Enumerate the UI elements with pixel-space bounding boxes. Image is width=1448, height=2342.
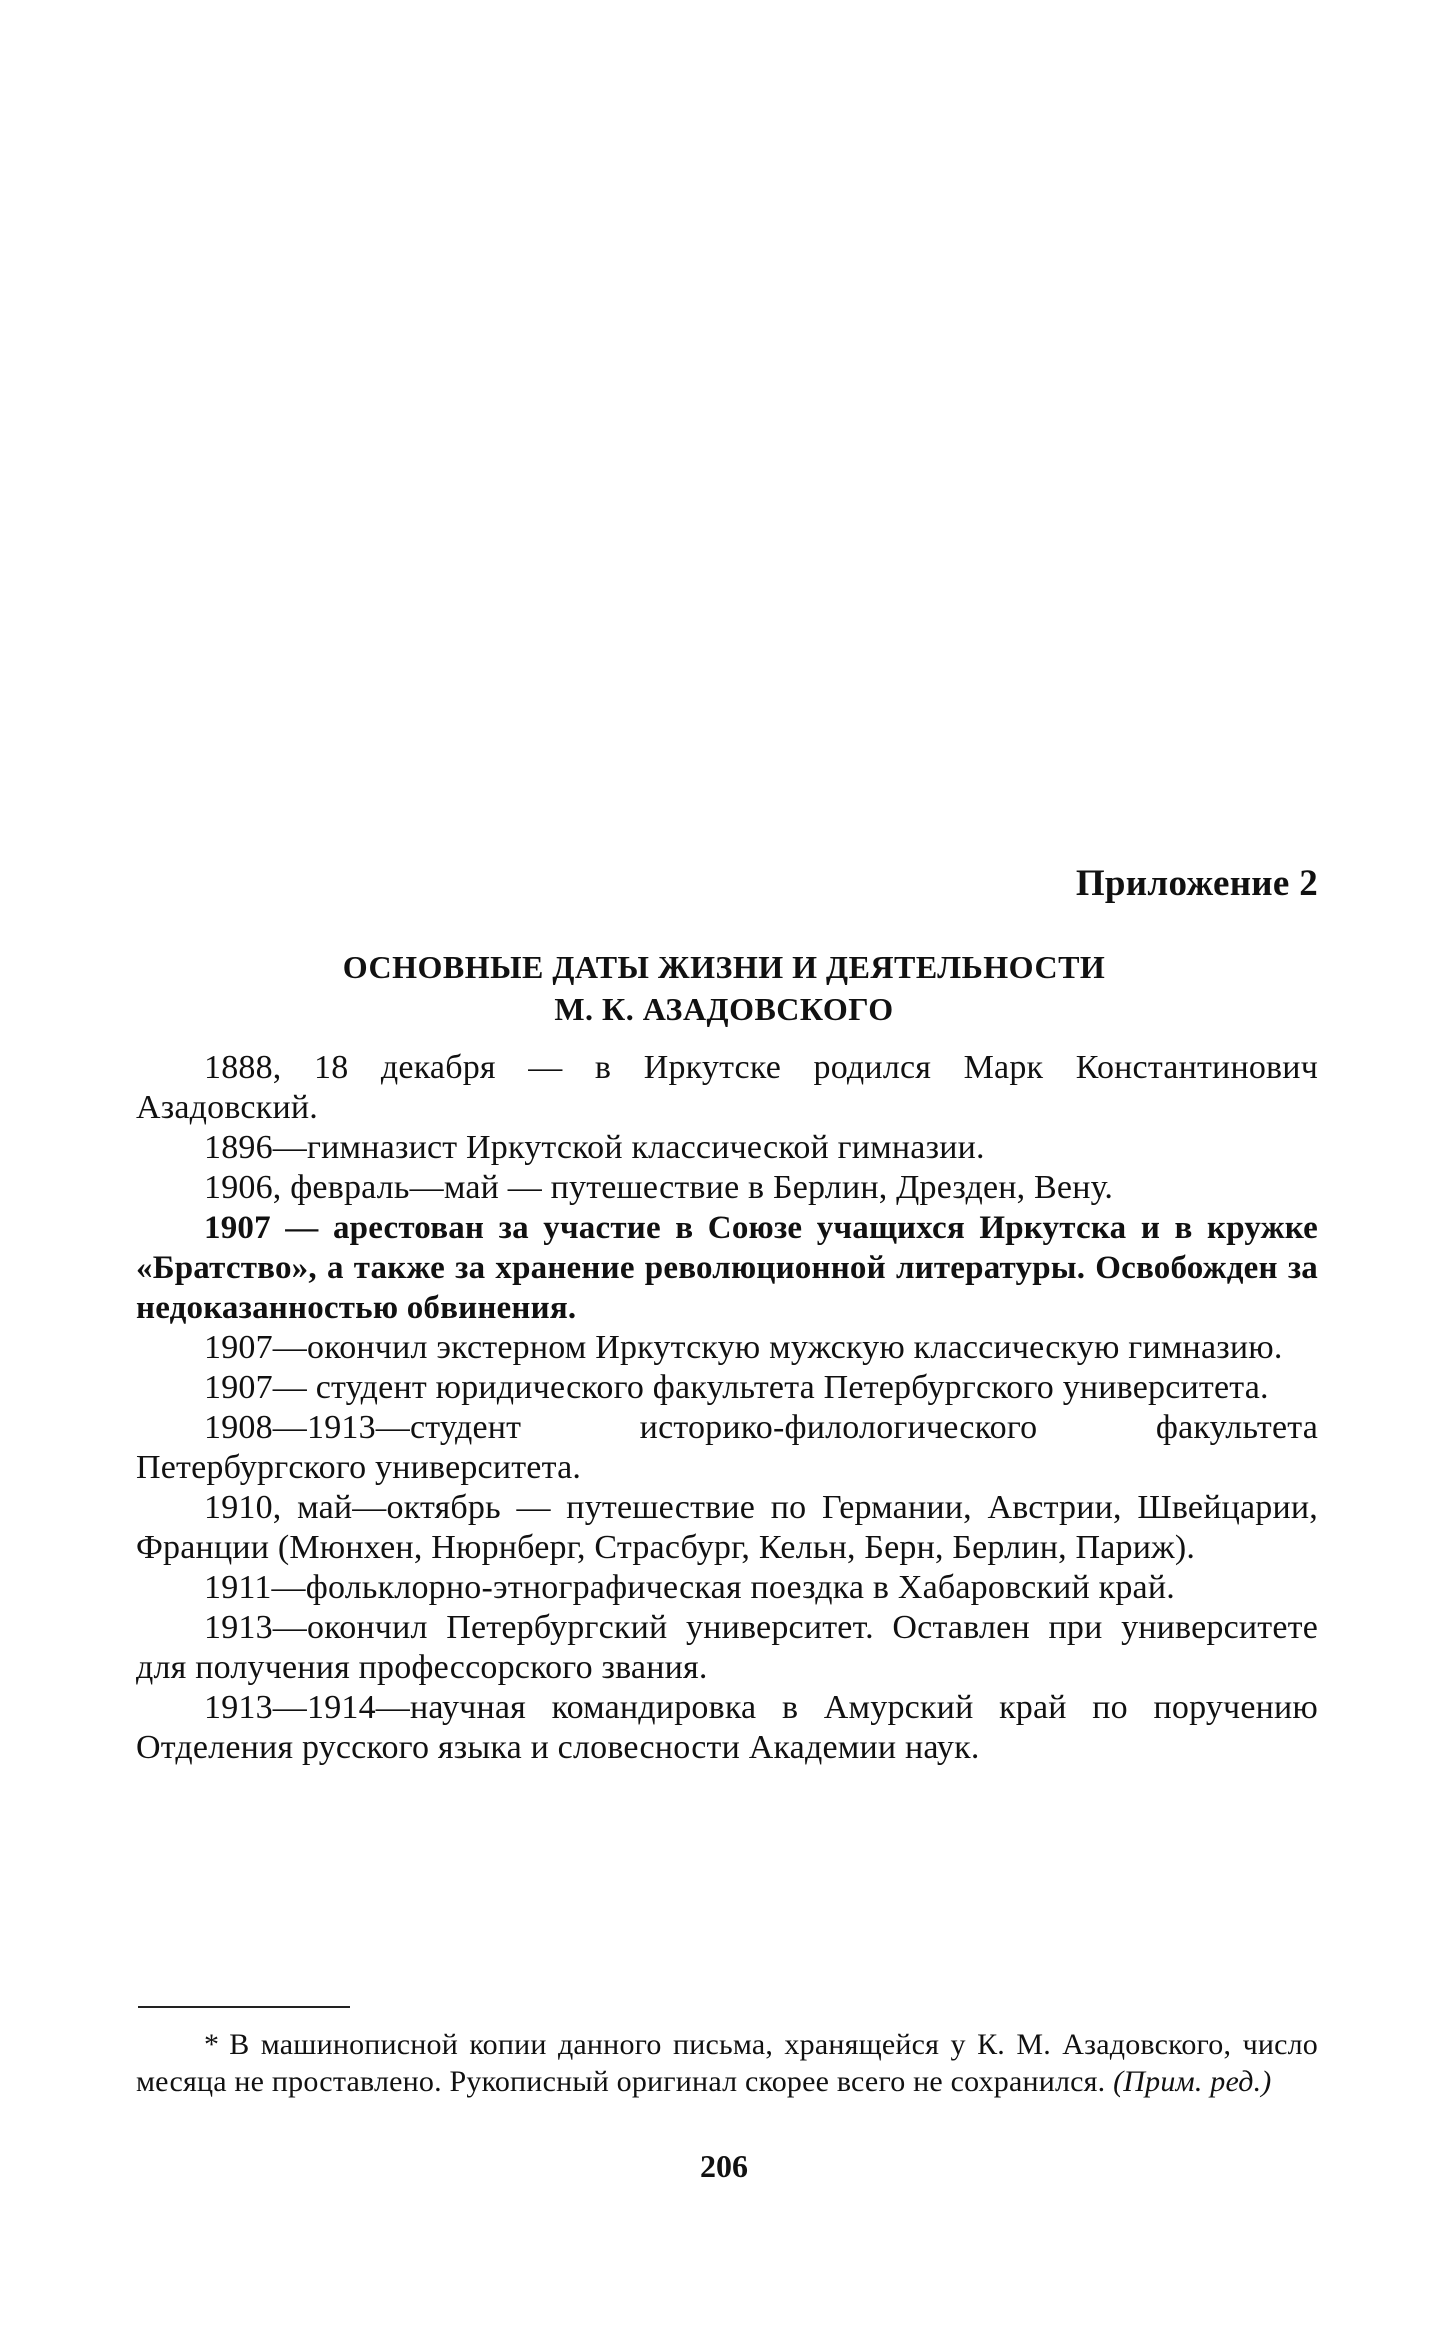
chronology-entry-1908-1913: 1908—1913—студент историко-филологического факультета Петербургского университета. [136, 1409, 1318, 1486]
footnote-divider [138, 2006, 350, 2008]
chronology-entry-1907-student: 1907— студент юридического факультета Петербургского университета. [204, 1369, 1269, 1406]
chronology-entry-1907-arrest: 1907 — арестован за участие в Союзе учащихся Иркутска и в кружке «Братство», а также за хранение революционной литературы. Освобожден за недоказанностью обвинения. [136, 1210, 1318, 1326]
chronology-entry-1907-gymnasium: 1907—окончил экстерном Иркутскую мужскую классическую гимназию. [204, 1329, 1283, 1366]
footnote-mark: * [204, 2028, 220, 2061]
chronology-entry-1896: 1896—гимназист Иркутской классической гимназии. [204, 1129, 985, 1166]
chronology-entry-1913: 1913—окончил Петербургский университет. Оставлен при университете для получения профессорского звания. [136, 1609, 1318, 1686]
footnote-text: В машинописной копии данного письма, хранящейся у К. М. Азадовского, число месяца не проставлено. Рукописный оригинал скорее всего не сохранился. [136, 2028, 1318, 2098]
title-line-2: М. К. АЗАДОВСКОГО [554, 991, 894, 1027]
chronology-entry-1913-1914: 1913—1914—научная командировка в Амурский край по поручению Отделения русского языка и словесности Академии наук. [136, 1689, 1318, 1766]
title-line-1: ОСНОВНЫЕ ДАТЫ ЖИЗНИ И ДЕЯТЕЛЬНОСТИ [342, 949, 1106, 985]
appendix-label: Приложение 2 [1075, 863, 1318, 904]
chronology-entry-1911: 1911—фольклорно-этнографическая поездка в Хабаровский край. [204, 1569, 1175, 1606]
chronology-entry-1888: 1888, 18 декабря — в Иркутске родился Марк Константинович Азадовский. [136, 1049, 1318, 1126]
page-title [0, 946, 1448, 1030]
page-number: 206 [700, 2148, 748, 2184]
chronology-entry-1906: 1906, февраль—май — путешествие в Берлин, Дрезден, Вену. [204, 1169, 1114, 1206]
chronology-list [136, 1048, 1318, 1768]
footnote-editor-note: (Прим. ред.) [1113, 2065, 1272, 2098]
footnote [136, 2026, 1318, 2100]
chronology-entry-1910: 1910, май—октябрь — путешествие по Германии, Австрии, Швейцарии, Франции (Мюнхен, Нюрнберг, Страсбург, Кельн, Берн, Берлин, Париж). [136, 1489, 1318, 1566]
